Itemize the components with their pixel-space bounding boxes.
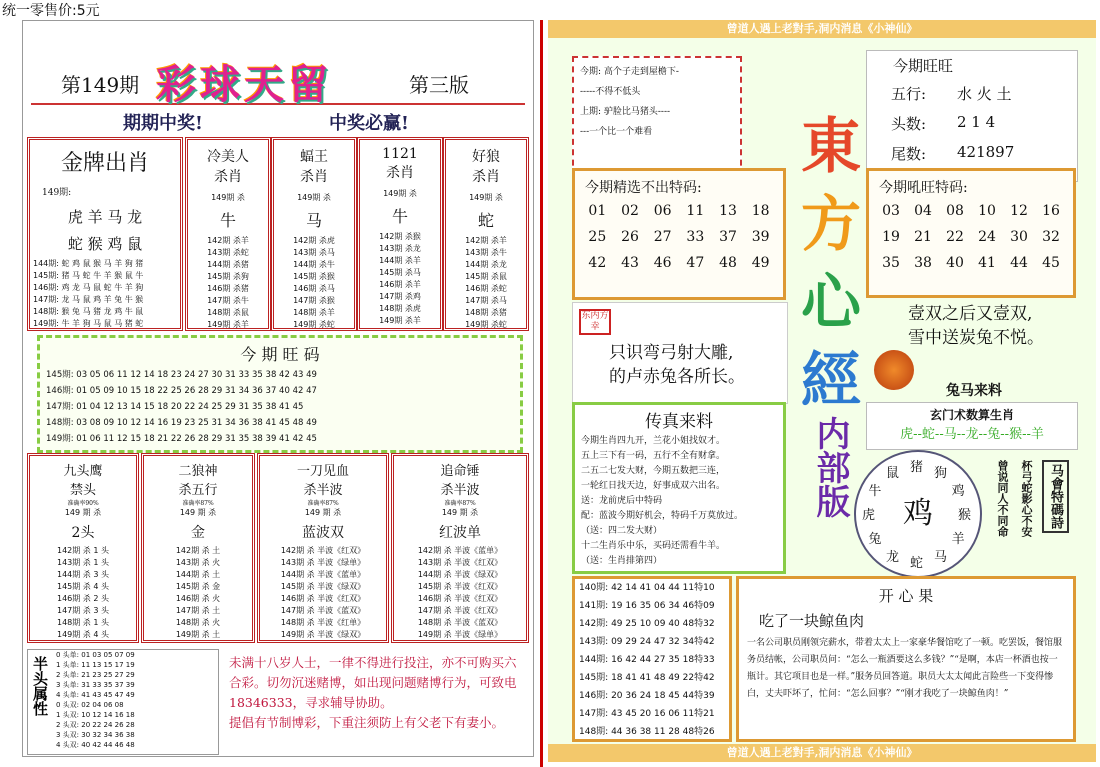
bottom-row: 146期 杀 2 头 bbox=[57, 594, 109, 603]
fax-line: 五上三下有一码，五行不全有财拿。 bbox=[581, 451, 726, 461]
stamp-seal: 东内方幸 bbox=[579, 309, 611, 335]
half-head-row: 3 头双: 30 32 34 36 38 bbox=[56, 731, 135, 739]
kill-col-title: 1121 bbox=[382, 146, 418, 162]
tiger-icon bbox=[874, 350, 914, 390]
kill-row: 144期 杀牛 bbox=[293, 260, 335, 269]
bottom-col-rows bbox=[260, 545, 386, 641]
half-head-table bbox=[27, 649, 219, 755]
brand-char: 方 bbox=[801, 190, 861, 260]
number-cell: 37 bbox=[719, 229, 737, 245]
kill-columns bbox=[185, 137, 529, 331]
number-cell: 45 bbox=[1042, 255, 1060, 271]
bottom-row: 146期 杀 半波《红双》 bbox=[280, 594, 366, 603]
bottom-row: 142期 杀 半波《蓝单》 bbox=[417, 546, 503, 555]
price-label: 统一零售价:5元 bbox=[2, 3, 100, 19]
number-cell: 25 bbox=[588, 229, 607, 245]
half-head-row: 1 头单: 11 13 15 17 19 bbox=[56, 661, 135, 669]
number-cell: 35 bbox=[882, 255, 900, 271]
edition-label: 第三版 bbox=[409, 73, 469, 97]
bottom-col bbox=[141, 453, 255, 643]
bottom-row: 147期 杀 半波《蓝双》 bbox=[280, 606, 366, 615]
internal-edition: 内部版 bbox=[810, 416, 850, 518]
joke-body: 一名公司职员刚领完薪水，带着太太上一家豪华餐馆吃了一顿。吃罢饭，餐馆服务员结帐，公司职员问：“怎么一瓶酒要这么多钱？”“是啊，本店一杯酒也按一瓶计。其它项目也是一样。”服务员回答道。职员大太太闻此言险些一下变得惨白，丈夫吓坏了，忙问：“怎么回事？”“刚才我吃了一块鲸鱼肉！” bbox=[747, 638, 1063, 699]
wheel-zodiac: 羊 bbox=[951, 532, 965, 547]
kill-row: 144期 杀猪 bbox=[207, 260, 249, 269]
bottom-row: 144期 杀 半波《蓝单》 bbox=[280, 570, 366, 579]
riddle-text bbox=[609, 341, 745, 389]
kill-col-result: 牛 bbox=[391, 207, 408, 226]
brand-char: 東 bbox=[801, 112, 861, 182]
kill-row: 148期 杀鼠 bbox=[207, 308, 249, 317]
bottom-row: 147期 杀 土 bbox=[175, 606, 221, 615]
result-row: 146期: 20 36 24 18 45 44特39 bbox=[579, 691, 715, 701]
side-tag: 马會特碼詩 bbox=[1042, 460, 1069, 533]
history-row: 145期: 猪 马 蛇 牛 羊 猴 鼠 牛 bbox=[33, 271, 144, 280]
number-cell: 33 bbox=[686, 229, 705, 245]
number-cell: 27 bbox=[653, 229, 672, 245]
kill-row: 143期 杀牛 bbox=[465, 248, 507, 257]
verse-line: 壹双之后又壹双, bbox=[908, 304, 1033, 324]
bottom-col bbox=[391, 453, 529, 643]
kill-row: 149期 杀蛇 bbox=[465, 320, 507, 329]
number-cell: 46 bbox=[653, 255, 672, 271]
number-cell: 44 bbox=[1010, 255, 1028, 271]
kill-col-rows bbox=[360, 231, 440, 327]
number-cell: 21 bbox=[914, 229, 932, 245]
page-divider bbox=[540, 20, 543, 767]
kill-row: 149期 杀蛇 bbox=[293, 320, 335, 329]
hot-row: 149期: 01 06 11 12 15 18 21 22 26 28 29 31 35 38 39 41 42 45 bbox=[46, 434, 317, 444]
number-cell: 48 bbox=[719, 255, 737, 271]
side-note-2: 杯弓蛇影心不安 bbox=[1020, 460, 1033, 537]
kill-row: 146期 杀蛇 bbox=[465, 284, 507, 293]
wheel-zodiac: 鸡 bbox=[951, 484, 965, 499]
element-value: 水 火 土 bbox=[957, 85, 1012, 103]
fax-line: 十二生肖乐中乐，买码还需看牛羊。 bbox=[581, 541, 726, 551]
brand-vertical bbox=[796, 108, 866, 420]
fax-line: 一轮红日找天边，好事成双六出名。 bbox=[581, 481, 726, 491]
riddle-line: 的卢赤兔各所长。 bbox=[609, 367, 745, 387]
bottom-row: 149期 杀 半波《绿双》 bbox=[280, 630, 366, 639]
kill-col-subtitle: 杀肖 bbox=[472, 169, 500, 185]
accuracy-label: 准确率87% bbox=[182, 500, 214, 507]
bottom-col-subtitle: 禁头 bbox=[69, 483, 96, 498]
history-row: 148期: 猴 兔 马 猪 龙 鸡 牛 鼠 bbox=[33, 307, 144, 316]
hot-special-grid bbox=[869, 203, 1073, 271]
bottom-col-issue: 149 期 杀 bbox=[64, 508, 102, 517]
gold-zodiac-box bbox=[27, 137, 183, 331]
kill-col bbox=[185, 137, 271, 331]
hot-row: 145期: 03 05 06 11 12 14 18 23 24 27 30 31 33 35 38 42 43 49 bbox=[46, 370, 317, 380]
hot-row: 148期: 03 08 09 10 12 14 16 19 23 25 31 34 36 38 41 45 48 49 bbox=[46, 418, 317, 428]
riddle-box bbox=[572, 302, 788, 404]
kill-col-subtitle: 杀肖 bbox=[386, 165, 414, 181]
bottom-row: 145期 杀 4 头 bbox=[57, 582, 109, 591]
kill-row: 145期 杀猴 bbox=[293, 272, 335, 281]
result-row: 145期: 18 41 41 48 49 22特42 bbox=[579, 673, 715, 683]
hot-numbers-box bbox=[37, 335, 523, 453]
number-cell: 43 bbox=[621, 255, 639, 271]
accuracy-label: 准确率87% bbox=[444, 500, 476, 507]
bottom-col bbox=[27, 453, 139, 643]
wheel-zodiac: 虎 bbox=[862, 508, 876, 523]
number-cell: 12 bbox=[1010, 203, 1028, 219]
warning-notice: 未满十八岁人士，一律不得进行投注，亦不可购买六合彩。切勿沉迷赌博，如出现问题赌博行为，可致电18346333，寻求辅导协助。 bbox=[229, 655, 517, 710]
side-note: 曾说同人不同命 bbox=[996, 460, 1009, 537]
kill-col-rows bbox=[188, 235, 268, 331]
kill-col-subtitle: 杀肖 bbox=[300, 169, 328, 185]
bottom-row: 146期 杀 半波《红双》 bbox=[417, 594, 503, 603]
number-cell: 42 bbox=[588, 255, 607, 271]
bottom-row: 148期 杀 火 bbox=[175, 618, 221, 627]
xuanmen-box bbox=[866, 402, 1078, 450]
accuracy-label: 准确率90% bbox=[67, 500, 99, 507]
kill-col bbox=[271, 137, 357, 331]
kill-row: 148期 杀羊 bbox=[293, 308, 335, 317]
kill-row: 148期 杀猪 bbox=[465, 308, 507, 317]
number-cell: 04 bbox=[914, 203, 932, 219]
bottom-col-title: 二狼神 bbox=[178, 464, 218, 479]
xuanmen-zodiac: 虎--蛇--马--龙--兔--猴--羊 bbox=[900, 427, 1044, 442]
fax-line: （送：生肖排第四） bbox=[581, 556, 663, 566]
half-head-row: 1 头双: 10 12 14 16 18 bbox=[56, 711, 135, 719]
bottom-banner: 曾道人遇上老對手,洞内消息《小神仙》 bbox=[548, 744, 1096, 762]
result-row: 141期: 19 16 35 06 34 46特09 bbox=[579, 601, 715, 611]
kill-col-result: 马 bbox=[305, 211, 322, 230]
kill-col bbox=[357, 137, 443, 331]
half-head-row: 4 头双: 40 42 44 46 48 bbox=[56, 741, 135, 749]
fax-title: 传真来料 bbox=[645, 412, 713, 432]
bottom-row: 143期 杀 半波《红双》 bbox=[417, 558, 503, 567]
bottom-row: 144期 杀 半波《绿双》 bbox=[417, 570, 503, 579]
result-row: 144期: 16 42 44 27 35 18特33 bbox=[579, 655, 715, 665]
wheel-zodiac: 牛 bbox=[868, 484, 882, 499]
left-header bbox=[31, 43, 525, 108]
kill-row: 143期 杀蛇 bbox=[207, 248, 249, 257]
number-cell: 08 bbox=[946, 203, 964, 219]
tuma-label: 兔马来料 bbox=[946, 383, 1002, 399]
brand-char: 經 bbox=[801, 346, 861, 416]
hot-row: 146期: 01 05 09 10 15 18 22 25 26 28 29 31 34 36 37 40 42 47 bbox=[46, 386, 317, 396]
number-cell: 10 bbox=[978, 203, 996, 219]
result-row: 142期: 49 25 10 09 40 48特32 bbox=[579, 619, 715, 629]
wheel-zodiac: 蛇 bbox=[910, 556, 924, 571]
hot-special-title: 今期吼旺特码: bbox=[879, 180, 968, 196]
bottom-row: 149期 杀 4 头 bbox=[57, 630, 109, 639]
kill-row: 147期 杀马 bbox=[465, 296, 507, 305]
kill-row: 142期 杀虎 bbox=[293, 236, 335, 245]
bottom-row: 146期 杀 火 bbox=[175, 594, 221, 603]
kill-col-subtitle: 杀肖 bbox=[214, 169, 242, 185]
number-cell: 16 bbox=[1042, 203, 1060, 219]
fax-line: 二五二七发大财，今期五数把三连， bbox=[581, 466, 726, 476]
half-head-row: 0 头双: 02 04 06 08 bbox=[56, 701, 124, 709]
kill-row: 147期 杀猴 bbox=[293, 296, 335, 305]
lucky-title: 今期旺旺 bbox=[893, 57, 954, 75]
number-cell: 11 bbox=[686, 203, 705, 219]
results-history bbox=[572, 576, 732, 742]
history-row: 146期: 鸡 龙 马 鼠 蛇 牛 羊 狗 bbox=[33, 283, 144, 292]
kill-row: 147期 杀鸡 bbox=[379, 292, 421, 301]
bottom-col-issue: 149 期 杀 bbox=[304, 508, 342, 517]
number-cell: 47 bbox=[686, 255, 705, 271]
bottom-row: 145期 杀 半波《红双》 bbox=[417, 582, 503, 591]
kill-row: 145期 杀马 bbox=[379, 268, 421, 277]
wheel-zodiac: 兔 bbox=[868, 532, 882, 547]
bottom-col-rows bbox=[144, 545, 252, 641]
bottom-row: 148期 杀 半波《红单》 bbox=[280, 618, 366, 627]
kill-row: 148期 杀虎 bbox=[379, 304, 421, 313]
bottom-col-result: 2头 bbox=[71, 525, 95, 541]
number-cell: 30 bbox=[1010, 229, 1028, 245]
wheel-center: 鸡 bbox=[903, 496, 933, 531]
number-cell: 03 bbox=[882, 203, 900, 219]
kill-col-title: 蝠王 bbox=[300, 149, 328, 165]
poem-line: 上期: 驴脸比马猪头---- bbox=[580, 107, 671, 117]
gold-title: 金牌出肖 bbox=[60, 151, 149, 176]
half-head-label: 半头属性 bbox=[31, 656, 49, 716]
number-cell: 39 bbox=[751, 229, 770, 245]
tail-value: 421897 bbox=[957, 143, 1015, 161]
slogan-right: 中奖必赢! bbox=[329, 113, 409, 134]
bottom-row: 149期 杀 土 bbox=[175, 630, 221, 639]
bottom-col-title: 九头鹰 bbox=[63, 464, 103, 479]
bottom-col-subtitle: 杀半波 bbox=[303, 483, 343, 498]
bottom-row: 142期 杀 1 头 bbox=[57, 546, 109, 555]
fax-line: 送：龙前虎后中特码 bbox=[581, 496, 663, 506]
fax-lines bbox=[575, 432, 783, 571]
bottom-row: 147期 杀 3 头 bbox=[57, 606, 109, 615]
bottom-col-issue: 149 期 杀 bbox=[179, 508, 217, 517]
result-row: 143期: 09 29 24 47 32 34特42 bbox=[579, 637, 715, 647]
excluded-title: 今期精选不出特码: bbox=[585, 180, 702, 196]
slogan-left: 期期中奖! bbox=[123, 113, 203, 134]
kill-row: 142期 杀羊 bbox=[465, 236, 507, 245]
wheel-zodiac: 鼠 bbox=[886, 466, 900, 482]
result-row: 140期: 42 14 41 04 44 11特10 bbox=[579, 583, 715, 593]
number-cell: 18 bbox=[751, 203, 770, 219]
hot-special-box bbox=[866, 168, 1076, 298]
number-cell: 24 bbox=[978, 229, 996, 245]
half-head-row: 2 头单: 21 23 25 27 29 bbox=[56, 671, 135, 679]
bottom-row: 142期 杀 半波《红双》 bbox=[280, 546, 366, 555]
number-cell: 40 bbox=[946, 255, 964, 271]
number-cell: 26 bbox=[621, 229, 639, 245]
number-cell: 19 bbox=[882, 229, 900, 245]
tail-label: 尾数: bbox=[891, 145, 927, 163]
joke-title: 开 心 果 bbox=[878, 587, 934, 605]
kill-col-result: 牛 bbox=[219, 211, 236, 230]
bottom-row: 143期 杀 火 bbox=[175, 558, 221, 567]
kill-row: 142期 杀羊 bbox=[207, 236, 249, 245]
bottom-row: 144期 杀 3 头 bbox=[57, 570, 109, 579]
kill-col-issue: 149期 杀 bbox=[297, 193, 331, 202]
history-row: 147期: 龙 马 鼠 鸡 羊 兔 牛 猴 bbox=[33, 295, 144, 304]
number-cell: 13 bbox=[719, 203, 737, 219]
fax-line: 配：蓝波今期好机会，特码千万莫放过。 bbox=[581, 511, 744, 521]
joke-subtitle: 吃了一块鲸鱼肉 bbox=[759, 612, 865, 630]
history-row: 144期: 蛇 鸡 鼠 猴 马 羊 狗 猪 bbox=[33, 259, 144, 268]
half-head-row: 0 头单: 01 03 05 07 09 bbox=[56, 651, 135, 659]
accuracy-label: 准确率87% bbox=[307, 500, 339, 507]
bottom-col-issue: 149 期 杀 bbox=[441, 508, 479, 517]
bottom-row: 143期 杀 半波《绿单》 bbox=[280, 558, 366, 567]
bottom-row: 148期 杀 半波《蓝双》 bbox=[417, 618, 503, 627]
bottom-kill-columns bbox=[27, 453, 529, 643]
joke-box bbox=[736, 576, 1076, 742]
kill-col-result: 蛇 bbox=[477, 211, 494, 230]
excluded-numbers-box bbox=[572, 168, 786, 300]
wheel-zodiac: 猴 bbox=[958, 508, 972, 523]
number-cell: 22 bbox=[946, 229, 964, 245]
bottom-row: 142期 杀 土 bbox=[175, 546, 221, 555]
riddle-line: 只识弯弓射大雕, bbox=[609, 343, 734, 363]
zodiac-wheel bbox=[854, 450, 982, 578]
excluded-grid bbox=[575, 203, 783, 271]
kill-row: 144期 杀龙 bbox=[465, 260, 507, 269]
number-cell: 02 bbox=[621, 203, 639, 219]
fax-line: （送：四二发大财） bbox=[581, 526, 663, 536]
kill-col-issue: 149期 杀 bbox=[469, 193, 503, 202]
gold-history bbox=[33, 258, 180, 330]
xuanmen-title: 玄门术数算生肖 bbox=[929, 408, 1014, 422]
hot-numbers-rows bbox=[46, 367, 520, 447]
brand-logo: 彩球天留 bbox=[156, 61, 332, 108]
poem-box bbox=[572, 56, 742, 176]
left-page bbox=[22, 20, 534, 757]
kill-row: 145期 杀狗 bbox=[207, 272, 249, 281]
result-row: 148期: 44 36 38 11 28 48特26 bbox=[579, 727, 715, 737]
kill-col-rows bbox=[274, 235, 354, 331]
kill-row: 144期 杀羊 bbox=[379, 256, 421, 265]
poem-line: -----不得不低头 bbox=[580, 87, 641, 97]
poem-line: 今期: 高个子走到屋檐下- bbox=[580, 67, 679, 77]
wheel-zodiac: 龙 bbox=[886, 549, 900, 565]
wheel-zodiac: 狗 bbox=[934, 466, 948, 482]
hot-row: 147期: 01 04 12 13 14 15 18 20 22 24 25 29 31 35 38 41 45 bbox=[46, 402, 304, 412]
bottom-row: 148期 杀 1 头 bbox=[57, 618, 109, 627]
element-label: 五行: bbox=[891, 85, 927, 103]
bottom-row: 143期 杀 1 头 bbox=[57, 558, 109, 567]
bottom-col-subtitle: 杀五行 bbox=[178, 483, 218, 498]
top-banner: 曾道人遇上老對手,洞内消息《小神仙》 bbox=[548, 20, 1096, 38]
bottom-col-rows bbox=[394, 545, 526, 641]
kill-row: 147期 杀牛 bbox=[207, 296, 249, 305]
kill-row: 142期 杀猴 bbox=[379, 232, 421, 241]
fax-box bbox=[572, 402, 786, 574]
gold-line2: 蛇 猴 鸡 鼠 bbox=[67, 235, 143, 253]
kill-col-title: 冷美人 bbox=[207, 149, 249, 165]
kill-row: 143期 杀马 bbox=[293, 248, 335, 257]
bottom-row: 145期 杀 半波《绿双》 bbox=[280, 582, 366, 591]
result-row: 147期: 43 45 20 16 06 11特21 bbox=[579, 709, 715, 719]
kill-col-title: 好狼 bbox=[472, 149, 500, 165]
number-cell: 49 bbox=[751, 255, 770, 271]
bottom-row: 147期 杀 半波《红双》 bbox=[417, 606, 503, 615]
half-head-row: 2 头双: 20 22 24 26 28 bbox=[56, 721, 135, 729]
kill-col-rows bbox=[446, 235, 526, 331]
bottom-col-subtitle: 杀半波 bbox=[440, 483, 480, 498]
bottom-col-rows bbox=[30, 545, 136, 641]
bottom-col-title: 追命锤 bbox=[440, 464, 480, 479]
warning-notice-2: 提倡有节制博彩，下重注须防上有父老下有妻小。 bbox=[229, 715, 505, 730]
head-label: 头数: bbox=[891, 115, 927, 133]
kill-row: 143期 杀龙 bbox=[379, 244, 421, 253]
kill-col-issue: 149期 杀 bbox=[383, 189, 417, 198]
number-cell: 41 bbox=[978, 255, 996, 271]
bottom-row: 149期 杀 半波《绿单》 bbox=[417, 630, 503, 639]
number-cell: 01 bbox=[588, 203, 607, 219]
verse-line: 雪中送炭兔不悦。 bbox=[908, 328, 1044, 348]
head-value: 2 1 4 bbox=[957, 113, 996, 131]
kill-row: 145期 杀鼠 bbox=[465, 272, 507, 281]
kill-col-issue: 149期 杀 bbox=[211, 193, 245, 202]
kill-row: 149期 杀羊 bbox=[207, 320, 249, 329]
gold-line1: 虎 羊 马 龙 bbox=[67, 208, 143, 226]
brand-char: 心 bbox=[801, 268, 861, 338]
number-cell: 06 bbox=[653, 203, 672, 219]
bottom-col-title: 一刀见血 bbox=[296, 464, 349, 479]
history-row: 149期: 牛 羊 狗 马 鼠 马 猪 蛇 bbox=[33, 319, 144, 328]
bottom-row: 145期 杀 金 bbox=[175, 582, 221, 591]
issue-number: 第149期 bbox=[61, 73, 140, 97]
kill-row: 149期 杀羊 bbox=[379, 316, 421, 325]
bottom-col-result: 蓝波双 bbox=[302, 525, 344, 541]
kill-row: 146期 杀羊 bbox=[379, 280, 421, 289]
kill-col bbox=[443, 137, 529, 331]
lucky-box bbox=[866, 50, 1078, 182]
bottom-col-result: 红波单 bbox=[439, 525, 481, 541]
right-page bbox=[548, 20, 1096, 762]
number-cell: 38 bbox=[914, 255, 932, 271]
half-head-rows bbox=[56, 650, 135, 750]
wheel-zodiac: 猪 bbox=[910, 460, 924, 475]
hot-numbers-title: 今 期 旺 码 bbox=[240, 345, 320, 364]
half-head-row: 3 头单: 31 33 35 37 39 bbox=[56, 681, 135, 689]
kill-row: 146期 杀马 bbox=[293, 284, 335, 293]
gold-issue: 149期: bbox=[42, 188, 72, 198]
bottom-col bbox=[257, 453, 389, 643]
wheel-zodiac: 马 bbox=[934, 549, 948, 565]
kill-row: 146期 杀猪 bbox=[207, 284, 249, 293]
verse bbox=[908, 302, 1044, 350]
poem-line: ---一个比一个难看 bbox=[580, 127, 653, 137]
bottom-row: 144期 杀 土 bbox=[175, 570, 221, 579]
bottom-col-result: 金 bbox=[191, 525, 205, 541]
fax-line: 今期生肖四九开，兰花小姐找奴才。 bbox=[581, 436, 726, 446]
number-cell: 32 bbox=[1042, 229, 1060, 245]
half-head-row: 4 头单: 41 43 45 47 49 bbox=[56, 691, 135, 699]
